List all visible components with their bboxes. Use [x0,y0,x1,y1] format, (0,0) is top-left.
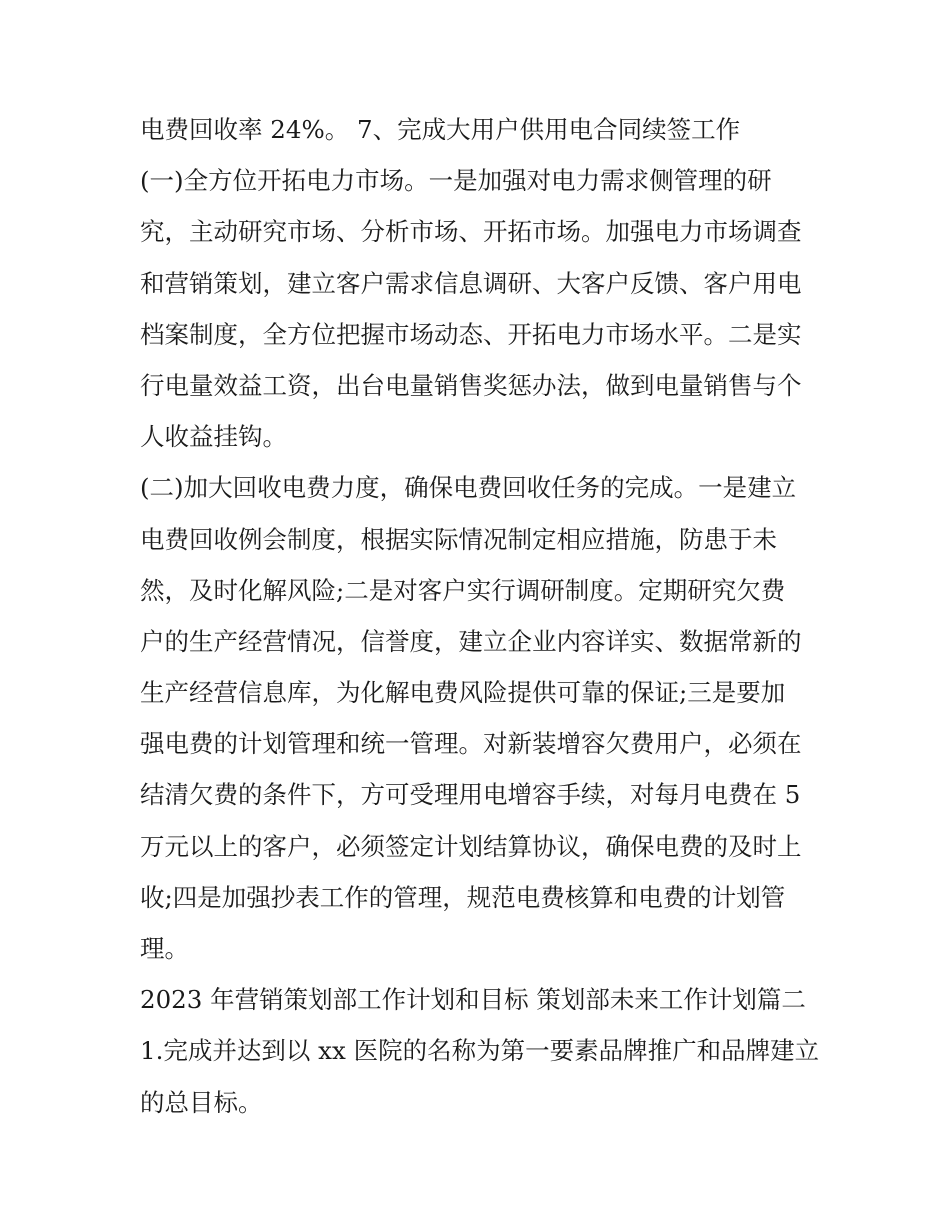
text-line: 行电量效益工资，出台电量销售奖惩办法，做到电量销售与个 [140,370,802,400]
text-line: 生产经营信息库，为化解电费风险提供可靠的保证;三是要加 [140,678,786,708]
text-line: 人收益挂钩。 [140,422,287,452]
text-line: 和营销策划，建立客户需求信息调研、大客户反馈、客户用电 [140,268,802,298]
text-line: 1.完成并达到以 xx 医院的名称为第一要素品牌推广和品牌建立 [140,1036,820,1066]
text-line: 电费回收例会制度，根据实际情况制定相应措施，防患于未 [140,524,777,554]
document-body [140,104,820,1128]
text-line: 强电费的计划管理和统一管理。对新装增容欠费用户，必须在 [140,729,802,759]
text-line: 2023 年营销策划部工作计划和目标 策划部未来工作计划篇二 [140,985,806,1015]
text-line: 收;四是加强抄表工作的管理，规范电费核算和电费的计划管 [140,882,786,912]
text-line: 究，主动研究市场、分析市场、开拓市场。加强电力市场调查 [140,217,802,247]
text-line: (一)全方位开拓电力市场。一是加强对电力需求侧管理的研 [140,166,772,196]
text-line: 的总目标。 [140,1087,263,1117]
text-line: 然，及时化解风险;二是对客户实行调研制度。定期研究欠费 [140,575,786,605]
text-line: 电费回收率 24%。 7、完成大用户供用电合同续签工作 [140,115,741,144]
text-line: 万元以上的客户，必须签定计划结算协议，确保电费的及时上 [140,831,802,861]
text-line: (二)加大回收电费力度，确保电费回收任务的完成。一是建立 [140,473,797,503]
text-line: 户的生产经营情况，信誉度，建立企业内容详实、数据常新的 [140,626,802,656]
text-line: 结清欠费的条件下，方可受理用电增容手续，对每月电费在 5 [140,780,801,810]
text-line: 档案制度，全方位把握市场动态、开拓电力市场水平。二是实 [140,319,802,349]
text-line: 理。 [140,934,189,963]
